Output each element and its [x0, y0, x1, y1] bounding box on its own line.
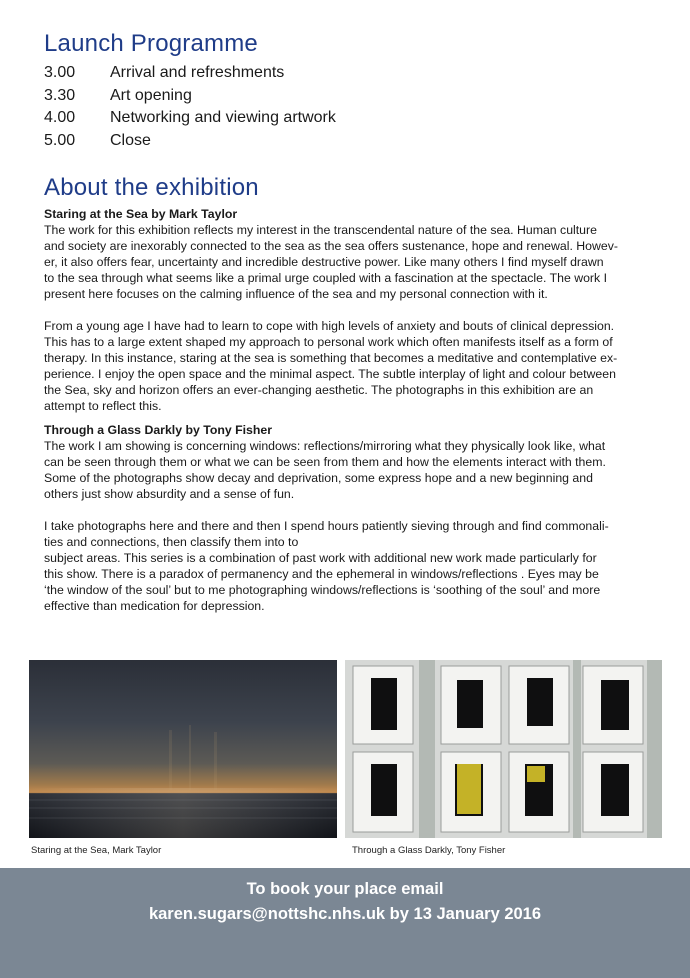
text-line: subject areas. This series is a combination of past work with additional new work made particularly for [44, 551, 597, 565]
window-photo-caption: Through a Glass Darkly, Tony Fisher [352, 845, 506, 856]
booking-footer [0, 868, 690, 978]
footer-email-line: karen.sugars@nottshc.nhs.uk by 13 January 2016 [148, 905, 542, 923]
section-title-tony-fisher: Through a Glass Darkly by Tony Fisher [44, 423, 273, 437]
programme-list [44, 62, 336, 152]
text-line: can be seen through them or what we can be seen from them and how the elements interact with them. [44, 455, 606, 469]
paragraph [44, 518, 649, 614]
programme-label: Close [110, 131, 151, 149]
text-line: others just show absurdity and a sense of fun. [44, 487, 295, 501]
section-title-mark-taylor: Staring at the Sea by Mark Taylor [44, 207, 238, 221]
text-line: ties and connections, then classify them into to [44, 535, 299, 549]
programme-label: Art opening [110, 86, 192, 104]
programme-item [44, 85, 336, 108]
programme-item [44, 107, 336, 130]
text-line: therapy. In this instance, staring at the sea is something that becomes a meditative and contemplative ex- [44, 351, 618, 365]
paragraph [44, 438, 649, 502]
text-line: to the sea through what seems like a primal urge coupled with a fascination at the spectacle. The work I [44, 271, 608, 285]
text-line: er, it also offers fear, uncertainty and incredible destructive power. Like many others I find myself drawn [44, 255, 604, 269]
text-line: this show. There is a paradox of permanency and the ephemeral in windows/reflections . Eyes may be [44, 567, 599, 581]
programme-label: Arrival and refreshments [110, 64, 285, 81]
exhibition-description [44, 206, 649, 614]
footer-line-1: To book your place email [246, 880, 444, 898]
text-line: the Sea, sky and horizon offers an ever-changing aesthetic. The photographs in this exhibition are an [44, 383, 594, 397]
paragraph [44, 318, 649, 414]
text-line: present here focuses on the calming influence of the sea and my personal connection with it. [44, 287, 548, 301]
programme-label: Networking and viewing artwork [110, 109, 336, 126]
text-line: I take photographs here and there and then I spend hours patiently sieving through and find commonali- [44, 519, 609, 533]
window-photograph [345, 660, 662, 838]
about-exhibition-heading: About the exhibition [44, 174, 259, 201]
text-line: Some of the photographs show decay and deprivation, some express hope and a new beginning and [44, 471, 593, 485]
programme-time: 5.00 [44, 131, 76, 149]
text-line: From a young age I have had to learn to cope with high levels of anxiety and bouts of clinical depression. [44, 319, 615, 333]
programme-item [44, 62, 336, 85]
programme-item [44, 130, 336, 153]
paragraph [44, 222, 649, 302]
text-line: The work I am showing is concerning windows: reflections/mirroring what they physically look like, what [44, 439, 606, 453]
programme-time: 3.30 [44, 86, 76, 104]
launch-programme-heading: Launch Programme [44, 30, 258, 57]
sea-photograph [29, 660, 337, 838]
text-line: This has to a large extent shaped my approach to personal work which often manifests itself as a form of [44, 335, 613, 349]
programme-time: 4.00 [44, 109, 76, 126]
text-line: perience. I enjoy the open space and the minimal aspect. The subtle interplay of light and colour between [44, 367, 616, 381]
sea-photo-caption: Staring at the Sea, Mark Taylor [31, 845, 162, 856]
text-line: ‘the window of the soul’ but to me photographing windows/reflections is ‘soothing of the soul’ and more [44, 583, 601, 597]
programme-time: 3.00 [44, 64, 76, 81]
text-line: and society are inexorably connected to the sea as the sea offers sustenance, hope and renewal. Howev- [44, 239, 618, 253]
text-line: The work for this exhibition reflects my interest in the transcendental nature of the sea. Human culture [44, 223, 597, 237]
text-line: attempt to reflect this. [44, 399, 162, 413]
text-line: effective than medication for depression. [44, 599, 265, 613]
